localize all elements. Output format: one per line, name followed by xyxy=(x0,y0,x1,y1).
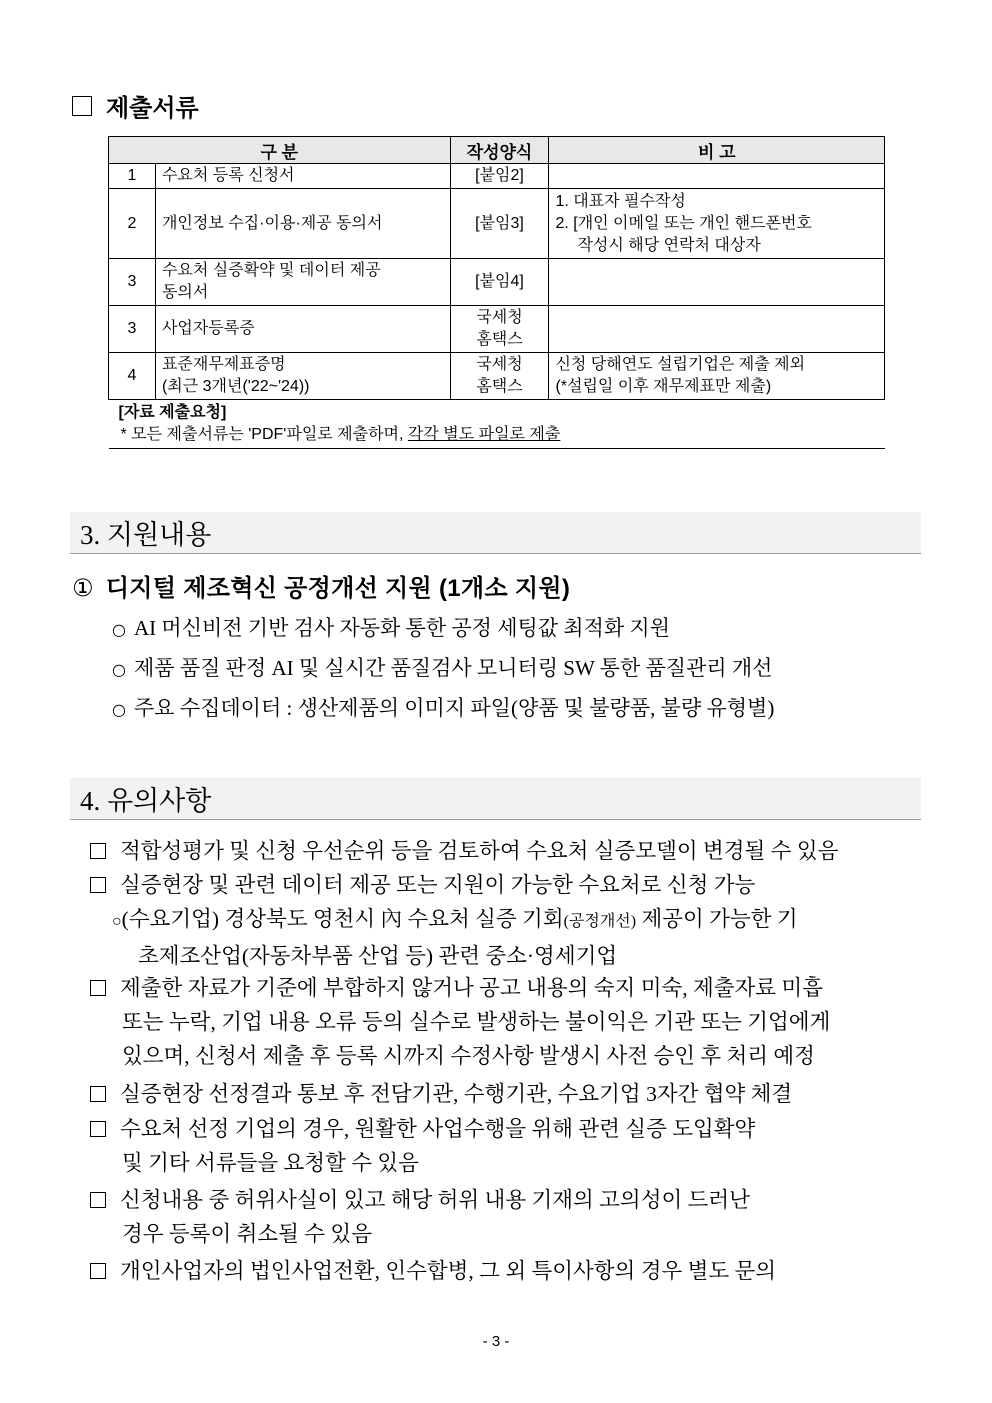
note-text: 개인사업자의 법인사업전환, 인수합병, 그 외 특이사항의 경우 별도 문의 xyxy=(120,1259,777,1283)
row-name-line: 표준재무제표증명 xyxy=(161,356,286,373)
row-form xyxy=(450,306,549,353)
note-text-small: (공정개선) xyxy=(563,913,637,930)
bullet-text: 제품 품질 판정 AI 및 실시간 품질검사 모니터링 SW 통한 품질관리 개선 xyxy=(134,656,773,680)
note-line: 1. 대표자 필수작성 xyxy=(555,192,686,210)
checkbox-square-icon xyxy=(90,1263,106,1279)
col-header-remarks: 비 고 xyxy=(549,137,885,164)
docs-title-text: 제출서류 xyxy=(106,95,199,122)
table-row xyxy=(109,259,885,306)
row-form: [붙임4] xyxy=(450,259,549,306)
note-text-continued: 초제조산업(자동차부품 산업 등) 관련 중소·영세기업 xyxy=(138,944,618,968)
table-row xyxy=(109,353,885,400)
row-name-line: 동의서 xyxy=(161,284,209,301)
section-title: 4. 유의사항 xyxy=(80,786,212,816)
page-number: - 3 - xyxy=(482,1333,510,1350)
row-form-line: 국세청 xyxy=(476,309,523,326)
row-form-line: 홈택스 xyxy=(476,331,523,348)
note-line: 2. [개인 이메일 또는 개인 핸드폰번호 xyxy=(555,214,812,232)
row-number: 3 xyxy=(109,259,156,306)
note-text-continued: 및 기타 서류들을 요청할 수 있음 xyxy=(122,1151,419,1175)
note-item xyxy=(90,868,922,902)
row-name xyxy=(155,353,450,400)
bullet-text: 주요 수집데이터 : 생산제품의 이미지 파일(양품 및 불량품, 불량 유형별) xyxy=(134,696,775,720)
bullet-text: AI 머신비전 기반 검사 자동화 통한 공정 세팅값 최적화 지원 xyxy=(134,616,670,640)
row-note xyxy=(549,306,885,353)
circled-one-marker: ① xyxy=(72,575,94,602)
checkbox-square-icon xyxy=(90,980,106,996)
note-text-continued: 또는 누락, 기업 내용 오류 등의 실수로 발생하는 불이익은 기관 또는 기업에게 xyxy=(122,1010,831,1034)
circle-bullet-icon: ○ xyxy=(112,700,126,719)
row-note xyxy=(549,189,885,259)
row-name xyxy=(155,259,450,306)
note-text: 실증현장 및 관련 데이터 제공 또는 지원이 가능한 수요처로 신청 가능 xyxy=(120,873,756,897)
row-name: 사업자등록증 xyxy=(155,306,450,353)
col-header-category: 구 분 xyxy=(109,137,451,164)
section-heading-notes xyxy=(70,778,921,820)
checkbox-square-icon xyxy=(90,1121,106,1137)
note-line: 작성시 해당 연락처 대상자 xyxy=(577,236,761,254)
note-text: 제출한 자료가 기준에 부합하지 않거나 공고 내용의 숙지 미숙, 제출자료 미흡 xyxy=(120,976,823,1000)
note-sub-item xyxy=(112,902,922,973)
footer-line xyxy=(119,424,875,446)
note-text: 실증현장 선정결과 통보 후 전담기관, 수행기관, 수요기업 3자간 협약 체결 xyxy=(120,1082,793,1106)
checkbox-square-icon xyxy=(90,1086,106,1102)
note-text: 신청내용 중 허위사실이 있고 해당 허위 내용 기재의 고의성이 드러난 xyxy=(120,1188,750,1212)
note-text-continued: 경우 등록이 취소될 수 있음 xyxy=(122,1222,372,1246)
note-item xyxy=(90,1112,922,1180)
row-number: 1 xyxy=(109,164,156,189)
circle-bullet-icon: ○ xyxy=(112,913,122,930)
row-note xyxy=(549,353,885,400)
note-text-continued: 있으며, 신청서 제출 후 등록 시까지 수정사항 발생시 사전 승인 후 처리 예정 xyxy=(122,1044,815,1068)
note-item xyxy=(90,1254,922,1288)
row-number: 2 xyxy=(109,189,156,259)
table-row xyxy=(109,306,885,353)
row-name-line: 수요처 실증확약 및 데이터 제공 xyxy=(161,262,381,279)
checkbox-square-icon xyxy=(72,96,92,116)
note-item xyxy=(90,1077,922,1111)
col-header-form: 작성양식 xyxy=(450,137,549,164)
circle-bullet-icon: ○ xyxy=(112,660,126,679)
checkbox-square-icon xyxy=(90,843,106,859)
footer-underlined-text: 각각 별도 파일로 제출 xyxy=(407,426,561,443)
note-item xyxy=(90,1183,922,1251)
note-text: 수요처 선정 기업의 경우, 원활한 사업수행을 위해 관련 실증 도입확약 xyxy=(120,1117,756,1141)
note-text: 제공이 가능한 기 xyxy=(636,907,798,931)
row-form: [붙임3] xyxy=(450,189,549,259)
row-name-line: (최근 3개년('22~'24)) xyxy=(161,378,310,395)
footer-text: * 모든 제출서류는 'PDF'파일로 제출하며, xyxy=(120,426,408,443)
note-item xyxy=(90,971,922,1073)
row-form xyxy=(450,353,549,400)
row-name: 수요처 등록 신청서 xyxy=(155,164,450,189)
section-heading-support xyxy=(70,512,921,554)
checkbox-square-icon xyxy=(90,877,106,893)
row-number: 4 xyxy=(109,353,156,400)
circle-bullet-icon: ○ xyxy=(112,620,126,639)
note-line: 신청 당해연도 설립기업은 제출 제외 xyxy=(555,356,806,373)
table-row xyxy=(109,164,885,189)
table-footer-row xyxy=(109,400,885,449)
footer-title: [자료 제출요청] xyxy=(118,404,227,421)
note-line: (*설립일 이후 재무제표만 제출) xyxy=(555,378,772,395)
table-row xyxy=(109,189,885,259)
note-text: 적합성평가 및 신청 우선순위 등을 검토하여 수요처 실증모델이 변경될 수 있음 xyxy=(120,839,839,863)
section-title: 3. 지원내용 xyxy=(80,520,212,550)
row-form-line: 국세청 xyxy=(476,356,523,373)
table-footer xyxy=(109,400,885,449)
support-bullet xyxy=(112,692,774,722)
support-bullet xyxy=(112,612,670,642)
docs-table xyxy=(108,136,885,449)
note-item xyxy=(90,834,922,868)
row-note xyxy=(549,259,885,306)
table-header-row xyxy=(109,137,885,164)
checkbox-square-icon xyxy=(90,1192,106,1208)
docs-section-title xyxy=(72,88,199,123)
row-form-line: 홈택스 xyxy=(476,378,523,395)
support-item-text: 디지털 제조혁신 공정개선 지원 (1개소 지원) xyxy=(105,575,571,602)
row-note xyxy=(549,164,885,189)
row-form: [붙임2] xyxy=(450,164,549,189)
note-text: (수요기업) 경상북도 영천시 內 수요처 실증 기회 xyxy=(121,907,564,931)
support-bullet xyxy=(112,652,772,682)
support-item-title xyxy=(72,568,570,603)
row-number: 3 xyxy=(109,306,156,353)
row-name: 개인정보 수집·이용·제공 동의서 xyxy=(155,189,450,259)
